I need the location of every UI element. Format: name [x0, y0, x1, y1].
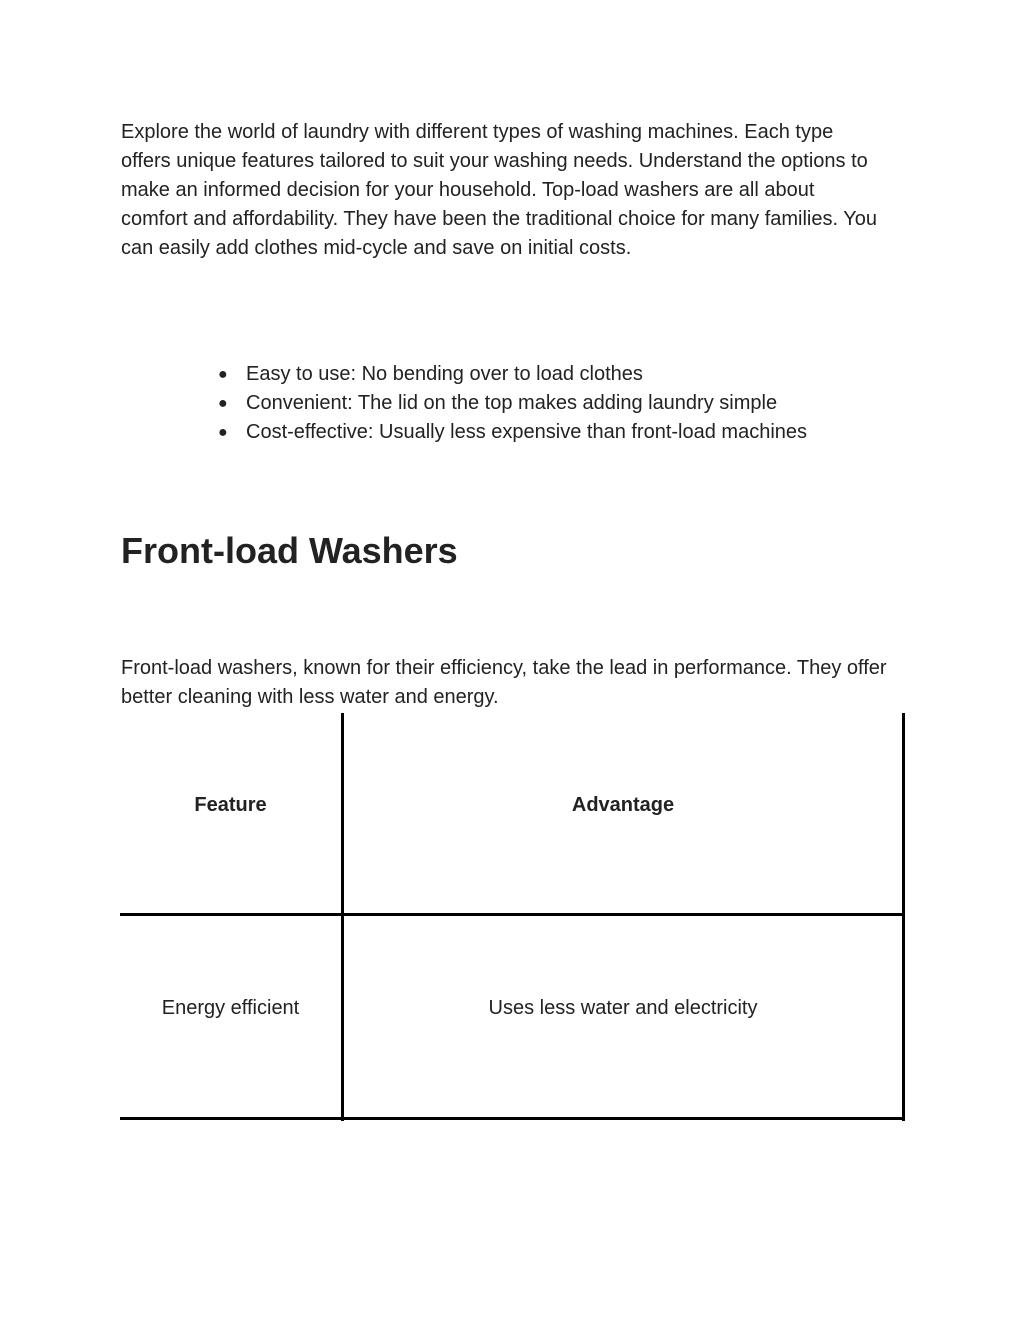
table-bottom-border — [120, 1117, 905, 1120]
bullet-icon: ● — [218, 395, 228, 412]
table-header-feature: Feature — [194, 793, 267, 816]
list-item-text: Convenient: The lid on the top makes adding laundry simple — [246, 392, 778, 414]
list-item — [218, 389, 807, 418]
intro-paragraph: Explore the world of laundry with different types of washing machines. Each type offers unique features tailored to suit your washing needs. Understand the options to make an informed decision for your household. Top-load washers are all about comfort and affordability. They have been the traditional choice for many families. You can easily add clothes mid-cycle and save on initial costs. — [121, 121, 877, 259]
list-item-text: Cost-effective: Usually less expensive than front-load machines — [246, 421, 808, 443]
benefits-list — [218, 360, 807, 447]
list-item — [218, 418, 807, 447]
list-item — [218, 360, 807, 389]
table-cell-advantage: Uses less water and electricity — [488, 997, 758, 1019]
section-paragraph: Front-load washers, known for their efficiency, take the lead in performance. They offer better cleaning with less water and energy. — [121, 657, 887, 708]
bullet-icon: ● — [218, 366, 228, 383]
list-item-text: Easy to use: No bending over to load clothes — [246, 363, 643, 385]
table-cell-feature: Energy efficient — [161, 997, 300, 1019]
section-heading: Front-load Washers — [121, 530, 458, 571]
bullet-icon: ● — [218, 424, 228, 441]
table-right-border — [902, 713, 905, 1121]
features-table — [120, 713, 905, 1121]
table-header-advantage: Advantage — [571, 793, 675, 816]
